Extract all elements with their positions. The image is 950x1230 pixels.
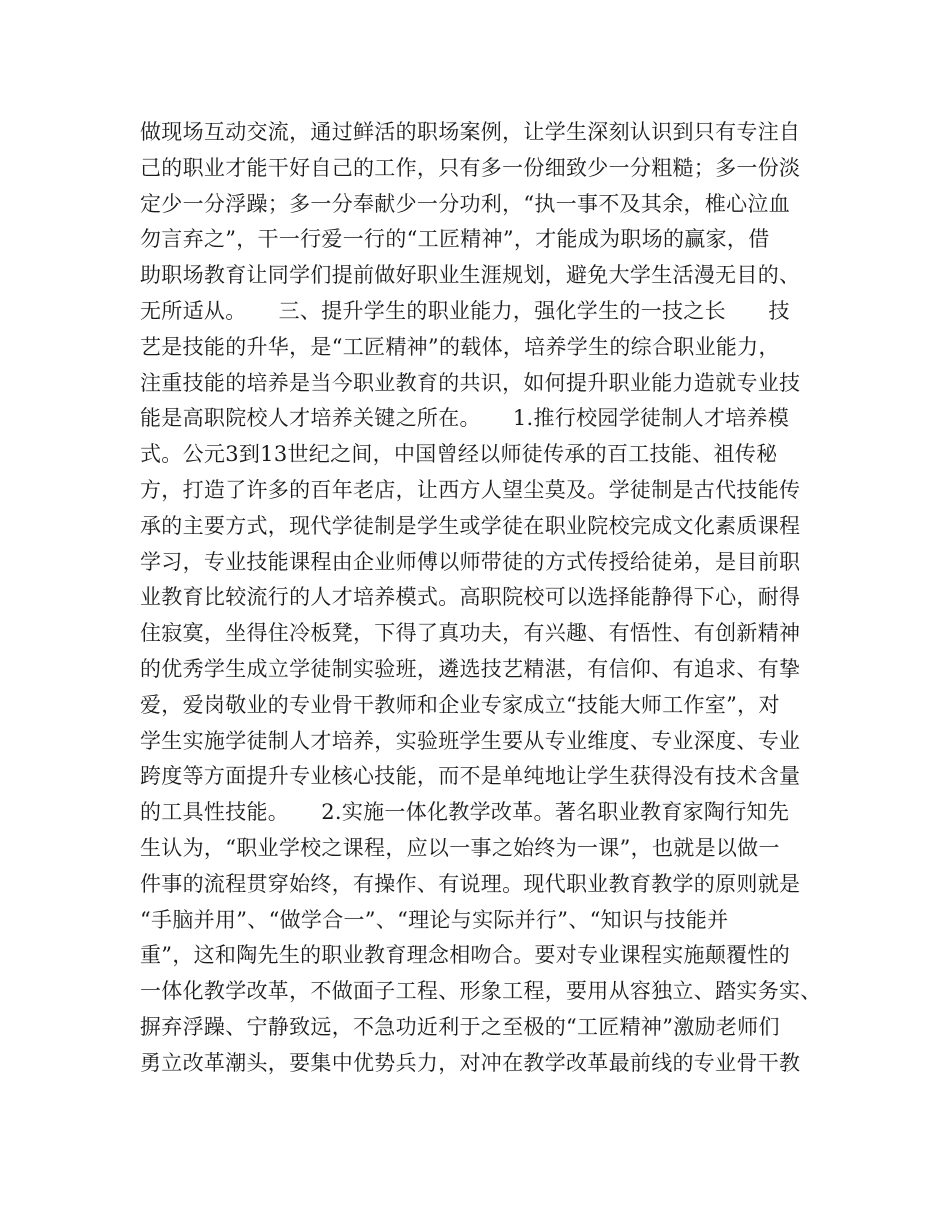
text-line: 业教育比较流行的人才培养模式。高职院校可以选择能静得下心，耐得 [140,585,801,610]
text-line: 勿言弃之”，干一行爱一行的“工匠精神”，才能成为职场的赢家，借 [140,227,770,252]
text-line: 住寂寞，坐得住冷板凳，下得了真功夫，有兴趣、有悟性、有创新精神 [140,621,801,646]
text-line: 件事的流程贯穿始终，有操作、有说理。现代职业教育教学的原则就是 [140,871,801,896]
text-line: 能是高职院校人才培养关键之所在。 1.推行校园学徒制人才培养模 [140,406,790,431]
text-line: 爱，爱岗敬业的专业骨干教师和企业专家成立“技能大师工作室”，对 [140,692,780,717]
text-line: 一体化教学改革，不做面子工程、形象工程，要用从容独立、踏实务实、 [140,979,822,1004]
text-line: 定少一分浮躁；多一分奉献少一分功利，“执一事不及其余，椎心泣血 [140,191,791,216]
text-line: 承的主要方式，现代学徒制是学生或学徒在职业院校完成文化素质课程 [140,513,801,538]
text-line: 助职场教育让同学们提前做好职业生涯规划，避免大学生活漫无目的、 [140,263,801,288]
text-line: 无所适从。 三、提升学生的职业能力，强化学生的一技之长 技 [140,298,790,323]
text-line: 学习，专业技能课程由企业师傅以师带徒的方式传授给徒弟，是目前职 [140,549,801,574]
text-line: 跨度等方面提升专业核心技能，而不是单纯地让学生获得没有技术含量 [140,764,801,789]
text-line: “手脑并用”、“做学合一”、“理论与实际并行”、“知识与技能并 [140,907,729,932]
body-text [140,115,820,1082]
text-line: 勇立改革潮头，要集中优势兵力，对冲在教学改革最前线的专业骨干教 [140,1050,801,1075]
text-line: 式。公元3到13世纪之间，中国曾经以师徒传承的百工技能、祖传秘 [140,442,778,467]
text-line: 学生实施学徒制人才培养，实验班学生要从专业维度、专业深度、专业 [140,728,801,753]
text-line: 做现场互动交流，通过鲜活的职场案例，让学生深刻认识到只有专注自 [140,120,801,144]
text-line: 艺是技能的升华，是“工匠精神”的载体，培养学生的综合职业能力， [140,334,780,359]
text-line: 注重技能的培养是当今职业教育的共识，如何提升职业能力造就专业技 [140,370,801,395]
text-line: 摒弃浮躁、宁静致远，不急功近利于之至极的“工匠精神”激励老师们 [140,1014,780,1039]
text-line: 己的职业才能干好自己的工作，只有多一份细致少一分粗糙；多一份淡 [140,155,801,180]
text-line: 重”，这和陶先生的职业教育理念相吻合。要对专业课程实施颠覆性的 [140,943,791,968]
text-line: 生认为，“职业学校之课程，应以一事之始终为一课”，也就是以做一 [140,835,780,860]
text-line: 方，打造了许多的百年老店，让西方人望尘莫及。学徒制是古代技能传 [140,477,801,502]
text-line: 的优秀学生成立学徒制实验班，遴选技艺精湛，有信仰、有追求、有挚 [140,656,801,681]
text-line: 的工具性技能。 2.实施一体化教学改革。著名职业教育家陶行知先 [140,800,790,825]
